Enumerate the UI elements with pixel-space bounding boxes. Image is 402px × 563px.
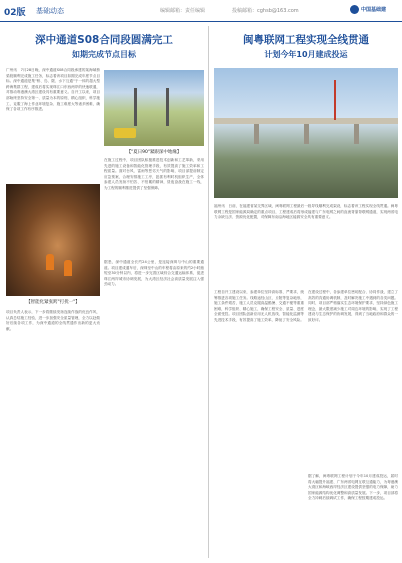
publication-logo <box>350 5 386 14</box>
right-article-para-1: 福州讯 日前，在福建省某交界区域，闽粤联网工程最后一段导线顺利完成架设，标志着该工程实现全线贯通。闽粤联网工程是国家能源局确定的重点项目，工程建成后将形成福建与广东电网之间的直流背靠背联网通道，实现两省电力余缺互济、资源优化配置，对保障东南沿海地区能源安全具有重要意义。 <box>214 204 398 220</box>
worker-shape <box>46 254 54 270</box>
page-number: 02版 <box>4 8 26 18</box>
left-article-para-2: 在施工过程中，项目团队积极推进技术创新和工艺革新，采用先进的施工设备和智能化管理手段，有效提高了施工效率和工程质量。面对台风、雷雨等恶劣天气的影响，项目部提前制定应急预案，合理安排施工工序，抢抓有利时机组织生产，全体参建人员发扬不怕苦、不怕累的精神，昼夜奋战在施工一线，为工程的顺利推进提供了坚强保障。 <box>104 158 204 190</box>
right-article-title: 闽粤联网工程实现全线贯通 <box>243 34 369 46</box>
left-photo-top <box>104 70 204 146</box>
right-article-para-3: 在建设过程中，各参建单位密切配合、协同作战，建立了高效的沟通协调机制，及时解决施工中遇到的各类问题。同时，项目部严格落实生态环境保护要求，坚持绿色施工理念，最大限度减少施工对周边环境的影响，实现了工程建设与生态保护的协调发展，得到了当地政府和群众的一致好评。 <box>308 290 398 322</box>
right-article-para-2: 工程自开工建设以来，参建单位坚持高标准、严要求，统筹推进各项施工任务。线路途经山区、丘陵等复杂地形，施工条件艰苦，施工人员克服高温酷暑、交通不便等重重困难，科学组织、精心施工，确保工程安全、质量、进度全面受控。项目团队创新应用无人机放线、智能化监测等先进技术手段，有效提高了施工效率，降低了安全风险。 <box>214 290 304 322</box>
left-photo-bottom-caption: 【智能化紧张跨"打扰一"】 <box>26 300 80 305</box>
bridge-pier-shape <box>254 124 259 144</box>
left-article-title: 深中通道S08合同段圆满完工 <box>35 34 173 46</box>
left-article-para-4: 据悉，深中通道全长约24公里，是连接深圳与中山的重要通道。项目建成通车后，深圳至中山的车程将由原来的约2小时缩短至30分钟以内，将进一步完善区域综合交通运输体系，促进珠江两岸城市协调发展，为大湾区经济社会高质量发展注入强劲动力。 <box>104 260 204 287</box>
left-article-para-3: 项目负责人表示，下一步将继续发扬连续作战的优良作风，认真总结施工经验，进一步加强安全质量管理，全力以赴做好后续各项工作，为深中通道的全线贯通作出新的更大贡献。 <box>6 310 100 331</box>
left-article-para-1: 广州讯 7月28日晚，深中通道S08合同段承建的某海域桥梁段顺利完成施工任务，标志着该项目如期完成年度节点目标。深中通道是集"桥、岛、隧、水下互通"于一体的超大型跨海集群工程，建成后将实现珠江口东西两岸的快速联通，对推动粤港澳大湾区建设具有重要意义。自开工以来，项目部始终坚持安全第一、质量为本的原则，精心组织、科学施工，克服了海上作业环境复杂、施工难度大等诸多困难，确保了各项工作有序推进。 <box>6 68 100 112</box>
logo-text: 中国基础建 <box>361 7 387 13</box>
bridge-pier-shape <box>354 124 359 144</box>
right-photo <box>214 68 398 198</box>
tower-shape <box>166 88 169 126</box>
editor-line: 编辑邮箱：责任编辑 <box>160 8 206 14</box>
email-line: 投稿邮箱：cghsb@163.com <box>232 8 299 14</box>
left-photo-top-caption: 【"夏日90"紧跟深中地缘】 <box>126 150 182 155</box>
crane-shape <box>334 80 336 120</box>
right-article-para-4: 据了解，闽粤联网工程计划于今年10月建成投运，届时将大幅提升福建、广东两省电网互联互通能力，为粤港澳大湾区和海峡西岸经济区建设提供坚强的电力保障，助力国家能源结构优化调整和高质量发展。下一步，项目部将全力冲刺后续调试工作，确保工程按期建成投运。 <box>308 474 398 501</box>
tower-shape <box>134 88 137 126</box>
page-header <box>0 0 402 22</box>
column-divider <box>208 26 209 558</box>
truck-shape <box>114 128 136 138</box>
bridge-pier-shape <box>304 124 309 144</box>
logo-icon <box>350 5 359 14</box>
right-article-subtitle: 计划今年10月建成投运 <box>264 50 348 59</box>
worker-shape <box>64 260 72 276</box>
left-photo-bottom <box>6 184 100 296</box>
column-name: 基础动态 <box>36 7 64 15</box>
left-article-subtitle: 如期完成节点目标 <box>72 50 136 59</box>
